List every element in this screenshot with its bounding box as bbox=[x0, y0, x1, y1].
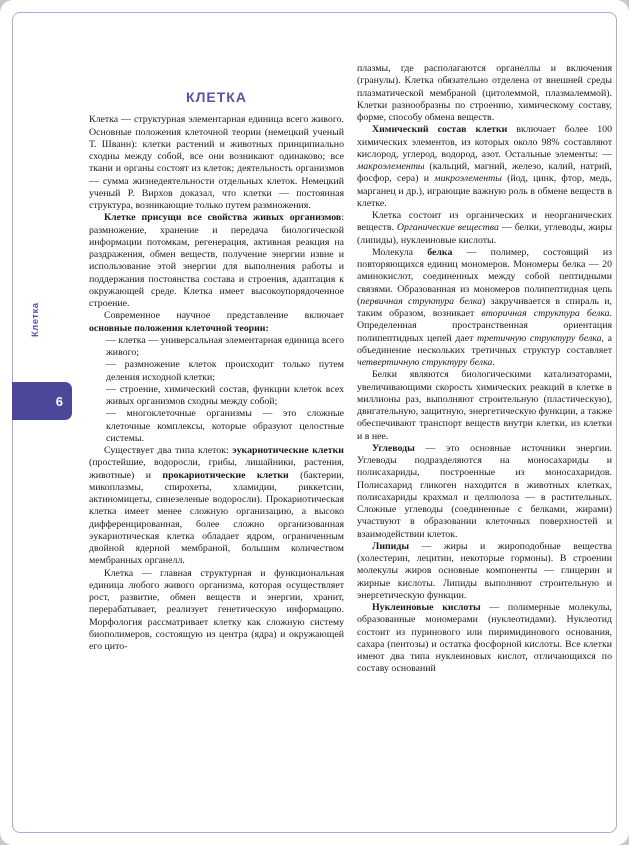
right-column-text bbox=[357, 63, 612, 676]
paragraph: Существует два типа клеток: эукариотические клетки (простейшие, водоросли, грибы, лишайники, растения, животные) и прокариотические клетки (бактерии, микоплазмы, спирохеты, хламидии, риккетсии, актиномицеты, синезеленые водоросли). Прокариотическая клетка имеет менее сложную организацию, а высоко дифференцированная, более сложно организованная эукариотическая клетка обладает ядром, ограниченным двойной ядерной мембраной, большим количеством мембранных органелл. bbox=[89, 445, 344, 567]
paragraph: Клетка — структурная элементарная единица всего живого. Основные положения клеточной теории (немецкий ученый Т. Шванн): клетки растений и животных принципиально сходны между собой, все они возникают одинаково; все ткани и органы состоят из клеток; деятельность организмов — сумма жизнедеятельности отдельных клеток. Немецкий ученый Р. Вирхов доказал, что клетки — постоянная структура, возникающие только путем размножения. bbox=[89, 114, 344, 211]
page-number: 6 bbox=[55, 393, 63, 409]
paragraph: плазмы, где располагаются органеллы и включения (гранулы). Клетка обязательно отделена от внешней среды плазматической мембраной (цитолеммой, плазмалеммой). Клетки разнообразны по строению, химическому составу, форме, способу обмена веществ. bbox=[357, 63, 612, 123]
left-column-text bbox=[89, 114, 344, 653]
paragraph: Клетке присущи все свойства живых организмов: размножение, хранение и передача биологической информации потомкам, регенерация, активная реакция на раздражения, обмен веществ, получение энергии извне и использование этой энергии для выполнения работы и поддержания постоянства состава и строения, адаптация к окружающей среде. Клетка имеет высокоупорядоченное строение. bbox=[89, 212, 344, 309]
page-number-tab bbox=[12, 382, 72, 420]
paragraph: Молекула белка — полимер, состоящий из повторяющихся единиц мономеров. Мономеры белка — 20 аминокислот, соединенных между собой пептидными связями. Образованная из мономеров полипептидная цепь (первичная структура белка) закручивается в спираль и, таким образом, возникает вторичная структура белка. Определенная пространственная ориентация полипептидных цепей дает третичную структуру белка, а объединение нескольких третичных структур составляет четвертичную структуру белка. bbox=[357, 246, 613, 368]
paragraph: Нуклеиновые кислоты — полимерные молекулы, образованные мономерами (нуклеотидами). Нуклеотид состоит из пуринового или пиримидинового основания, сахара (пентозы) и остатка фосфорной кислоты. Все клетки имеют два типа нуклеиновых кислот, отличающихся по составу оснований bbox=[357, 602, 612, 675]
paragraph: Белки являются биологическими катализаторами, увеличивающими скорость химических реакций в клетке в миллионы раз, выполняют строительную (пластическую), двигательную, защитную, энергетическую функции, а также обеспечивают транспорт веществ внутри клетки, из клетки и в нее. bbox=[357, 369, 612, 442]
paragraph: Липиды — жиры и жироподобные вещества (холестерин, лецитин, некоторые гормоны). В строении молекулы жиров основные компоненты — глицерин и жирные кислоты. Липиды выполняют строительную и энергетическую функции. bbox=[357, 540, 612, 601]
paragraph: Химический состав клетки включает более 100 химических элементов, из которых около 98% составляют кислород, углерод, водород, азот. Остальные элементы: — макроэлементы (кальций, магний, железо, калий, натрий, фосфор, сера) и микроэлементы (йод, цинк, фтор, медь, марганец и др.), играющие важную роль в обмене веществ в клетке. bbox=[357, 124, 613, 209]
paragraph: Углеводы — это основные источники энергии. Углеводы подразделяются на моносахариды и полисахариды, построенные из моносахаридов. Полисахарид гликоген находится в животных клетках, полисахариды крахмал и целлюлоза — в растительных. Сложные углеводы (соединенные с белками, жирами) участвуют в образовании клеточных поверхностей и взаимодействии клеток. bbox=[357, 442, 612, 540]
paragraph: Современное научное представление включает основные положения клеточной теории: bbox=[89, 310, 344, 334]
list-item: — многоклеточные организмы — это сложные клеточные комплексы, которые образуют целостные системы. bbox=[106, 408, 344, 444]
chapter-vertical-label: Клетка bbox=[30, 302, 41, 338]
list-item: — размножение клеток происходит только путем деления исходной клетки; bbox=[106, 359, 344, 383]
page-title: КЛЕТКА bbox=[186, 89, 247, 105]
paragraph: Клетка состоит из органических и неорганических веществ. Органические вещества — белки, углеводы, жиры (липиды), нуклеиновые кислоты. bbox=[357, 210, 612, 246]
list-item: — строение, химический состав, функции клеток всех живых организмов сходны между собой; bbox=[106, 383, 344, 407]
page-content bbox=[89, 63, 612, 676]
paragraph: Клетка — главная структурная и функциональная единица любого живого организма, которая осуществляет рост, развитие, обмен веществ и энергии, хранит, перерабатывает, реализует генетическую информацию. Морфология рассматривает клетку как сложную систему биополимеров, состоящую из центра (ядра) и окружающей его цито- bbox=[89, 567, 344, 652]
right-column bbox=[357, 63, 612, 676]
left-column bbox=[89, 63, 344, 676]
list-item: — клетка — универсальная элементарная единица всего живого; bbox=[106, 334, 344, 358]
